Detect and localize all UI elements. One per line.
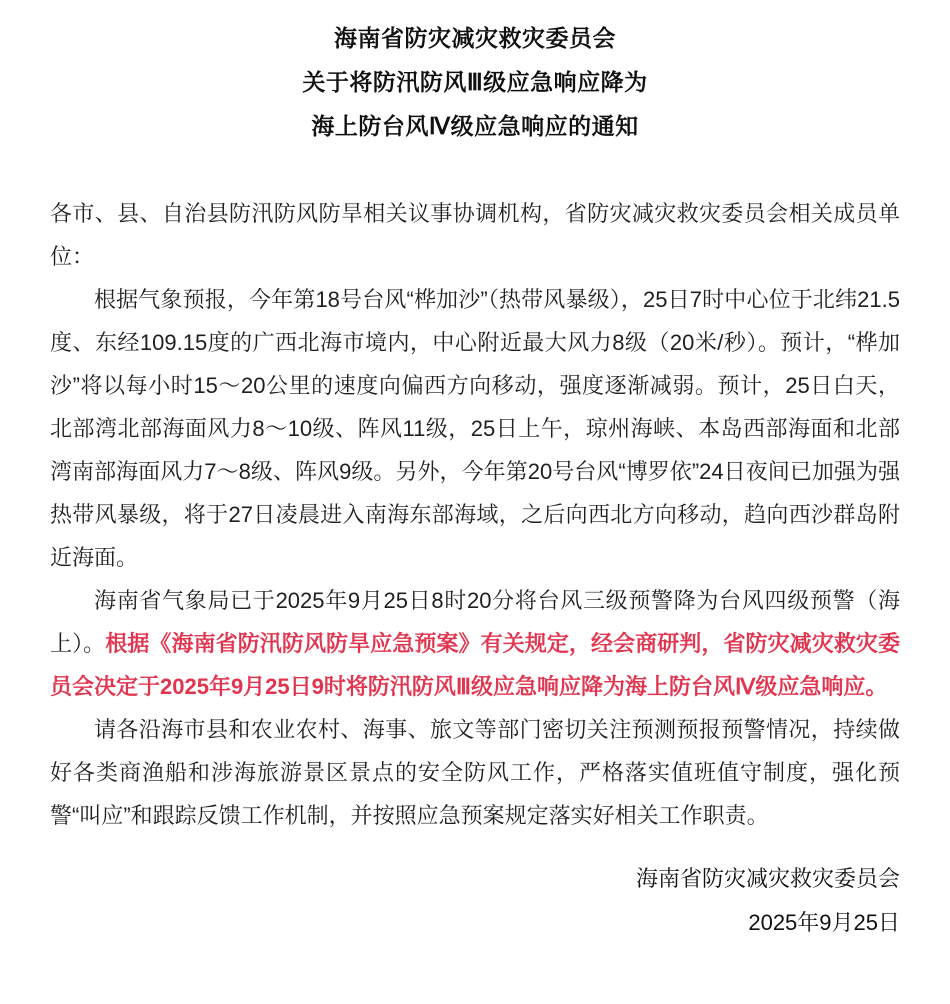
paragraph xyxy=(50,192,900,278)
issuing-authority: 海南省防灾减灾救灾委员会 xyxy=(635,866,900,891)
highlighted-text: 根据《海南省防汛防风防旱应急预案》有关规定，经会商研判，省防灾减灾救灾委员会决定于2025年9月25日9时将防汛防风Ⅲ级应急响应降为海上防台风Ⅳ级应急响应。 xyxy=(50,631,900,699)
notice-title-line-2: 关于将防汛防风Ⅲ级应急响应降为 xyxy=(302,69,648,95)
notice-title-line-3: 海上防台风Ⅳ级应急响应的通知 xyxy=(311,113,639,139)
body-text: 请各沿海市县和农业农村、海事、旅文等部门密切关注预测预报预警情况，持续做好各类商渔船和涉海旅游景区景点的安全防风工作，严格落实值班值守制度，强化预警“叫应”和跟踪反馈工作机制，并按照应急预案规定落实好相关工作职责。 xyxy=(50,717,900,828)
paragraph xyxy=(50,708,900,837)
notice-body xyxy=(50,192,900,837)
body-text: 海南省气象局已于2025年9月25日8时20分将台风三级预警降为台风四级预警（海上）。 xyxy=(50,588,900,656)
paragraph xyxy=(50,579,900,708)
paragraph xyxy=(50,278,900,579)
issue-date: 2025年9月25日 xyxy=(748,910,900,935)
body-text: 根据气象预报，今年第18号台风“桦加沙”（热带风暴级），25日7时中心位于北纬21.5度、东经109.15度的广西北海市境内，中心附近最大风力8级（20米/秒）。预计，“桦加沙”将以每小时15～20公里的速度向偏西方向移动，强度逐渐减弱。预计，25日白天，北部湾北部海面风力8～10级、阵风11级，25日上午，琼州海峡、本岛西部海面和北部湾南部海面风力7～8级、阵风9级。另外，今年第20号台风“博罗依”24日夜间已加强为强热带风暴级，将于27日凌晨进入南海东部海域，之后向西北方向移动，趋向西沙群岛附近海面。 xyxy=(50,287,900,570)
body-text: 各市、县、自治县防汛防风防旱相关议事协调机构，省防灾减灾救灾委员会相关成员单位： xyxy=(50,201,900,269)
notice-title xyxy=(50,16,900,148)
notice-title-line-1: 海南省防灾减灾救灾委员会 xyxy=(334,25,616,51)
signature-block xyxy=(50,857,900,945)
